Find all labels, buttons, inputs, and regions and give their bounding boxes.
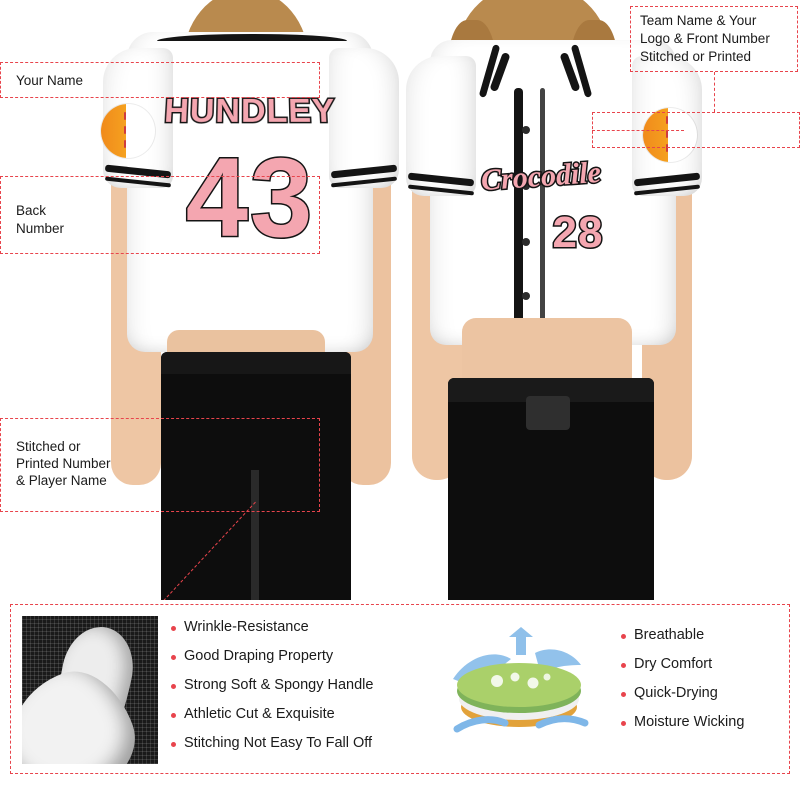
callout-back-number-label-2: Number (16, 221, 65, 236)
feature-item: Quick-Drying (621, 685, 744, 701)
moisture-diagram-svg (439, 625, 599, 753)
feature-item: Stitching Not Easy To Fall Off (171, 735, 373, 751)
callout-stitched-label-2: Printed Number (16, 456, 111, 471)
callout-front-logo-leader (592, 130, 684, 131)
jersey-player-name: HUNDLEY (163, 92, 337, 130)
collar-trim-back (157, 34, 347, 41)
feature-item: Breathable (621, 627, 744, 643)
callout-team-name-label-1: Team Name & Your (640, 13, 757, 28)
jersey-team-name: Crocodile (479, 155, 602, 198)
moisture-wicking-diagram (439, 625, 599, 753)
fabric-swatch-image (22, 616, 158, 764)
jersey-button-1 (522, 126, 530, 134)
feature-item: Dry Comfort (621, 656, 744, 672)
callout-team-name-connector (714, 72, 715, 112)
jersey-back-number: 43 (185, 135, 315, 260)
feature-item: Strong Soft & Spongy Handle (171, 677, 373, 693)
callout-team-name-label-3: Stitched or Printed (640, 49, 752, 64)
feature-item: Athletic Cut & Exquisite (171, 706, 373, 722)
pants-waistband-back (161, 352, 351, 374)
feature-item: Wrinkle-Resistance (171, 619, 373, 635)
model-front-view (400, 0, 700, 600)
callout-stitched-label-1: Stitched or (16, 439, 81, 454)
pants-drawstring (526, 396, 570, 430)
features-right-column (621, 627, 744, 743)
jersey-front-number: 28 (552, 208, 604, 257)
callout-team-name-label-2: Logo & Front Number (640, 31, 770, 46)
jersey-button-4 (522, 292, 530, 300)
callout-back-number-label-1: Back (16, 203, 47, 218)
callout-your-name-label: Your Name (16, 73, 84, 88)
feature-item: Good Draping Property (171, 648, 373, 664)
feature-item: Moisture Wicking (621, 714, 744, 730)
callout-back-number-box (0, 176, 320, 254)
callout-stitched-label-3: & Player Name (16, 473, 107, 488)
features-panel (10, 604, 790, 774)
features-left-column (171, 619, 373, 764)
